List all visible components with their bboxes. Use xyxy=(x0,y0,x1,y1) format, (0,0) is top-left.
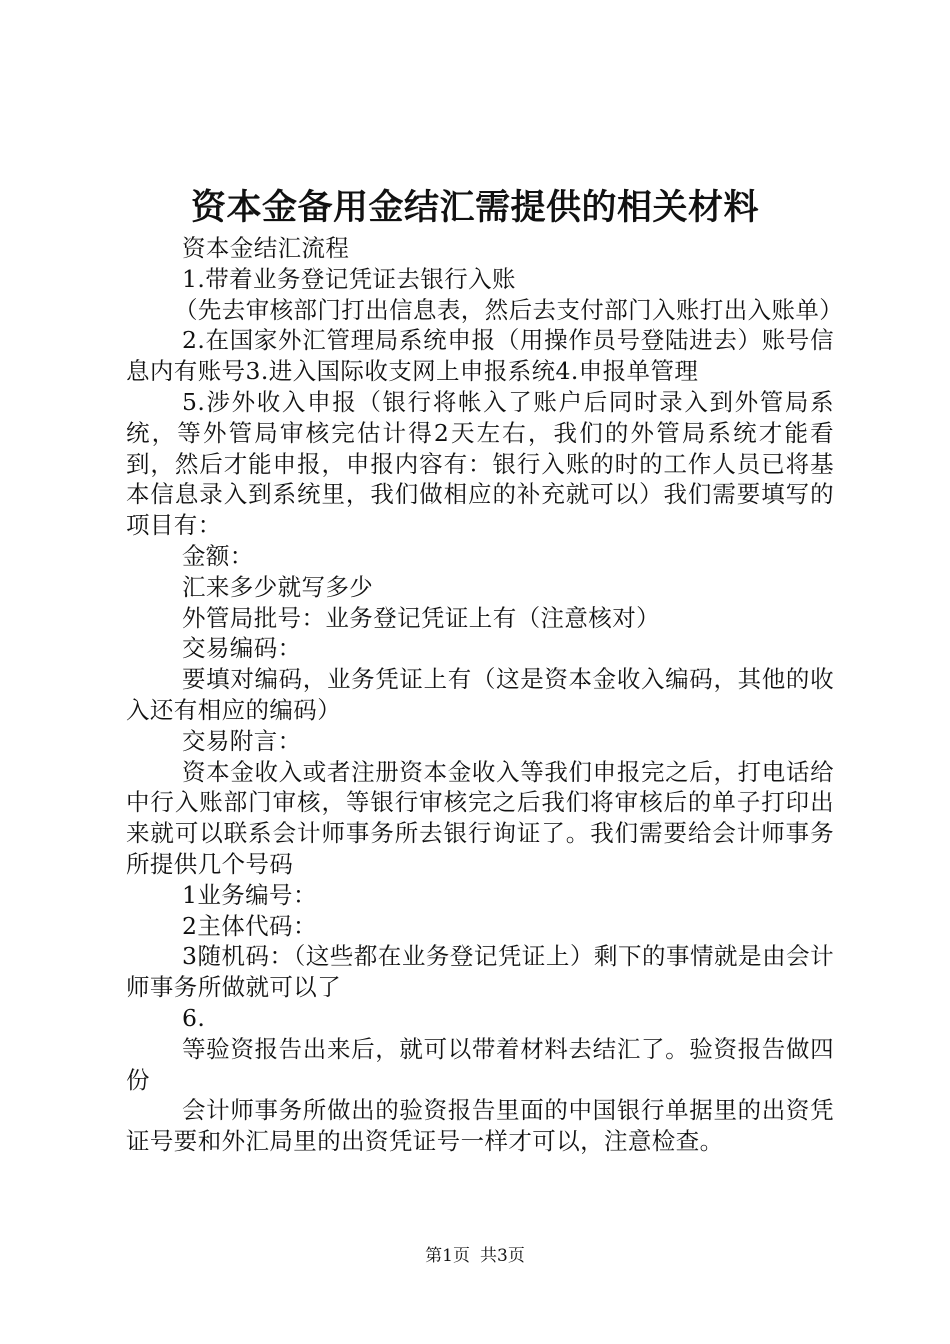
paragraph-step-1-note: （先去审核部门打出信息表，然后去支付部门入账打出入账单） xyxy=(174,295,844,324)
paragraph-heading: 资本金结汇流程 xyxy=(182,234,350,262)
paragraph-transaction-code-label: 交易编码： xyxy=(182,634,302,663)
paragraph-report-ready: 等验资报告出来后，就可以带着材料去结汇了。验资报告做四份 xyxy=(126,1034,834,1094)
paragraph-amount-detail: 汇来多少就写多少 xyxy=(182,572,374,601)
paragraph-transaction-code-detail: 要填对编码，业务凭证上有（这是资本金收入编码，其他的收入还有相应的编码） xyxy=(126,665,834,724)
document-body xyxy=(126,233,844,1157)
page-number-total: 共3页 xyxy=(480,1246,525,1266)
paragraph-step-5: 5.涉外收入申报（银行将帐入了账户后同时录入到外管局系统，等外管局审核完估计得2天左右，我们的外管局系统才能看到，然后才能申报，申报内容有：银行入账的时的工作人员已将基本信息录入到系统里，我们做相应的补充就可以）我们需要填写的项目有： xyxy=(126,387,834,540)
paragraph-random-code: 3随机码：（这些都在业务登记凭证上）剩下的事情就是由会计师事务所做就可以了 xyxy=(126,942,834,1002)
paragraph-step-6: 6. xyxy=(182,1003,206,1032)
paragraph-step-2: 2.在国家外汇管理局系统申报（用操作员号登陆进去）账号信息内有账号3.进入国际收支网上申报系统4.申报单管理 xyxy=(126,326,834,386)
paragraph-report-check: 会计师事务所做出的验资报告里面的中国银行单据里的出资凭证号要和外汇局里的出资凭证号一样才可以，注意检查。 xyxy=(126,1096,834,1156)
paragraph-amount-label: 金额： xyxy=(182,541,254,570)
paragraph-transaction-note-label: 交易附言： xyxy=(182,726,302,755)
paragraph-entity-code: 2主体代码： xyxy=(182,911,317,940)
paragraph-approval-number: 外管局批号：业务登记凭证上有（注意核对） xyxy=(182,603,660,632)
page-number-current: 第1页 xyxy=(425,1246,470,1266)
document-title: 资本金备用金结汇需提供的相关材料 xyxy=(190,188,759,228)
paragraph-transaction-note-detail: 资本金收入或者注册资本金收入等我们申报完之后，打电话给中行入账部门审核，等银行审核完之后我们将审核后的单子打印出来就可以联系会计师事务所去银行询证了。我们需要给会计师事务所提供几个号码 xyxy=(126,757,834,878)
paragraph-business-number: 1业务编号： xyxy=(182,880,317,909)
page-footer xyxy=(0,1244,950,1268)
paragraph-step-1: 1.带着业务登记凭证去银行入账 xyxy=(182,264,516,293)
